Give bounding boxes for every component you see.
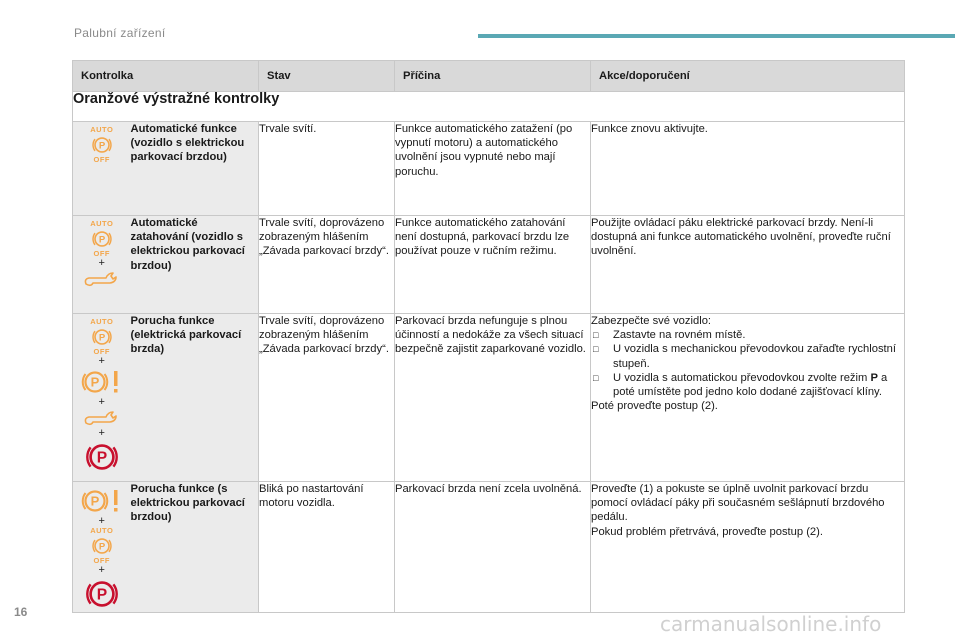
plus-sign: + (98, 515, 105, 527)
svg-text:P: P (90, 374, 100, 390)
plus-sign: + (98, 564, 105, 576)
parking-p-icon (91, 326, 113, 348)
akce-cell: Použijte ovládací páku elektrické parkovací brzdy. Není-li dostupná ani funkce automatického uvolnění, proveďte ruční uvolnění. (591, 216, 905, 314)
plus-sign: + (98, 427, 105, 439)
pricina-cell: Funkce automatického zatahování není dostupná, parkovací brzdu lze používat pouze v ručním režimu. (395, 216, 591, 314)
warning-lights-table (72, 60, 905, 613)
akce-cell: Funkce znovu aktivujte. (591, 122, 905, 216)
stav-cell: Trvale svítí, doprovázeno zobrazeným hlášením „Závada parkovací brzdy“. (259, 216, 395, 314)
parking-fault-icon (80, 367, 124, 397)
section-row (73, 92, 905, 122)
table-header-row (73, 61, 905, 92)
svg-text:P: P (98, 234, 105, 246)
stav-cell: Bliká po nastartování motoru vozidla. (259, 482, 395, 613)
svg-text:P: P (96, 586, 107, 604)
auto-off-parking-icon: AUTO P OFF (90, 526, 114, 565)
icon-cell (73, 216, 131, 314)
plus-sign: + (98, 355, 105, 367)
parking-brake-red-icon (84, 439, 120, 475)
col-header-stav: Stav (259, 61, 395, 92)
list-item: □ U vozidla s mechanickou převodovkou zařaďte rychlostní stupeň. (593, 343, 896, 370)
svg-text:P: P (96, 449, 107, 467)
svg-text:P: P (98, 541, 105, 553)
stav-cell: Trvale svítí. (259, 122, 395, 216)
auto-off-parking-icon: AUTO P OFF (90, 125, 114, 164)
svg-text:P: P (98, 332, 105, 344)
wrench-icon (82, 408, 122, 428)
page-header-title: Palubní zařízení (74, 26, 166, 40)
pricina-cell: Parkovací brzda není zcela uvolněná. (395, 482, 591, 613)
wrench-icon (82, 269, 122, 289)
table-row (73, 314, 905, 482)
page-number: 16 (14, 605, 28, 619)
plus-sign: + (98, 396, 105, 408)
plus-sign: + (98, 257, 105, 269)
pricina-cell: Parkovací brzda nefunguje s plnou účinností a nedokáže za všech situací bezpečně zajistit zaparkované vozidlo. (395, 314, 591, 482)
list-item: □ U vozidla s automatickou převodovkou zvolte režim P a poté umístěte pod jedno kolo dodané zajišťovací klíny. (593, 371, 888, 399)
svg-text:P: P (98, 140, 105, 152)
icon-cell (73, 314, 131, 482)
table-row (73, 482, 905, 613)
pricina-cell: Funkce automatického zatažení (po vypnutí motoru) a automatického uvolnění jsou vypnuté nebo mají poruchu. (395, 122, 591, 216)
icon-cell (73, 482, 131, 613)
akce-cell (591, 314, 905, 482)
col-header-pricina: Příčina (395, 61, 591, 92)
col-header-kontrolka: Kontrolka (73, 61, 259, 92)
light-name: Porucha funkce (s elektrickou parkovací brzdou) (131, 482, 259, 613)
akce-outro: Poté proveďte postup (2). (591, 400, 718, 413)
akce-cell (591, 482, 905, 613)
akce-text-2: Pokud problém přetrvává, proveďte postup (2). (591, 525, 823, 538)
light-name: Automatické funkce (vozidlo s elektrickou parkovací brzdou) (131, 122, 259, 216)
bullet-icon: □ (593, 330, 599, 341)
parking-p-icon (91, 228, 113, 250)
col-header-akce: Akce/doporučení (591, 61, 905, 92)
auto-off-parking-icon: AUTO P OFF (90, 219, 114, 258)
stav-cell: Trvale svítí, doprovázeno zobrazeným hlášením „Závada parkovací brzdy“. (259, 314, 395, 482)
table-row (73, 122, 905, 216)
light-name: Automatické zatahování (vozidlo s elektrickou parkovací brzdou) (131, 216, 259, 314)
steps-list (591, 328, 904, 399)
parking-brake-red-icon (84, 576, 120, 612)
watermark: carmanualsonline.info (660, 612, 882, 636)
auto-off-parking-icon: AUTO P OFF (90, 317, 114, 356)
table-row (73, 216, 905, 314)
svg-text:P: P (90, 493, 100, 509)
section-title: Oranžové výstražné kontrolky (73, 92, 905, 122)
parking-p-icon (91, 134, 113, 156)
akce-intro: Zabezpečte své vozidlo: (591, 315, 712, 327)
light-name: Porucha funkce (elektrická parkovací brzda) (131, 314, 259, 482)
bullet-icon: □ (593, 344, 599, 355)
list-item: □ Zastavte na rovném místě. (593, 329, 746, 342)
icon-cell (73, 122, 131, 216)
akce-text: Proveďte (1) a pokuste se úplně uvolnit parkovací brzdu pomocí ovládací páky při současném sešlápnutí brzdového pedálu. (591, 483, 885, 524)
parking-p-icon (91, 535, 113, 557)
bullet-icon: □ (593, 372, 599, 383)
parking-fault-icon (80, 486, 124, 516)
header-accent-bar (478, 34, 955, 38)
